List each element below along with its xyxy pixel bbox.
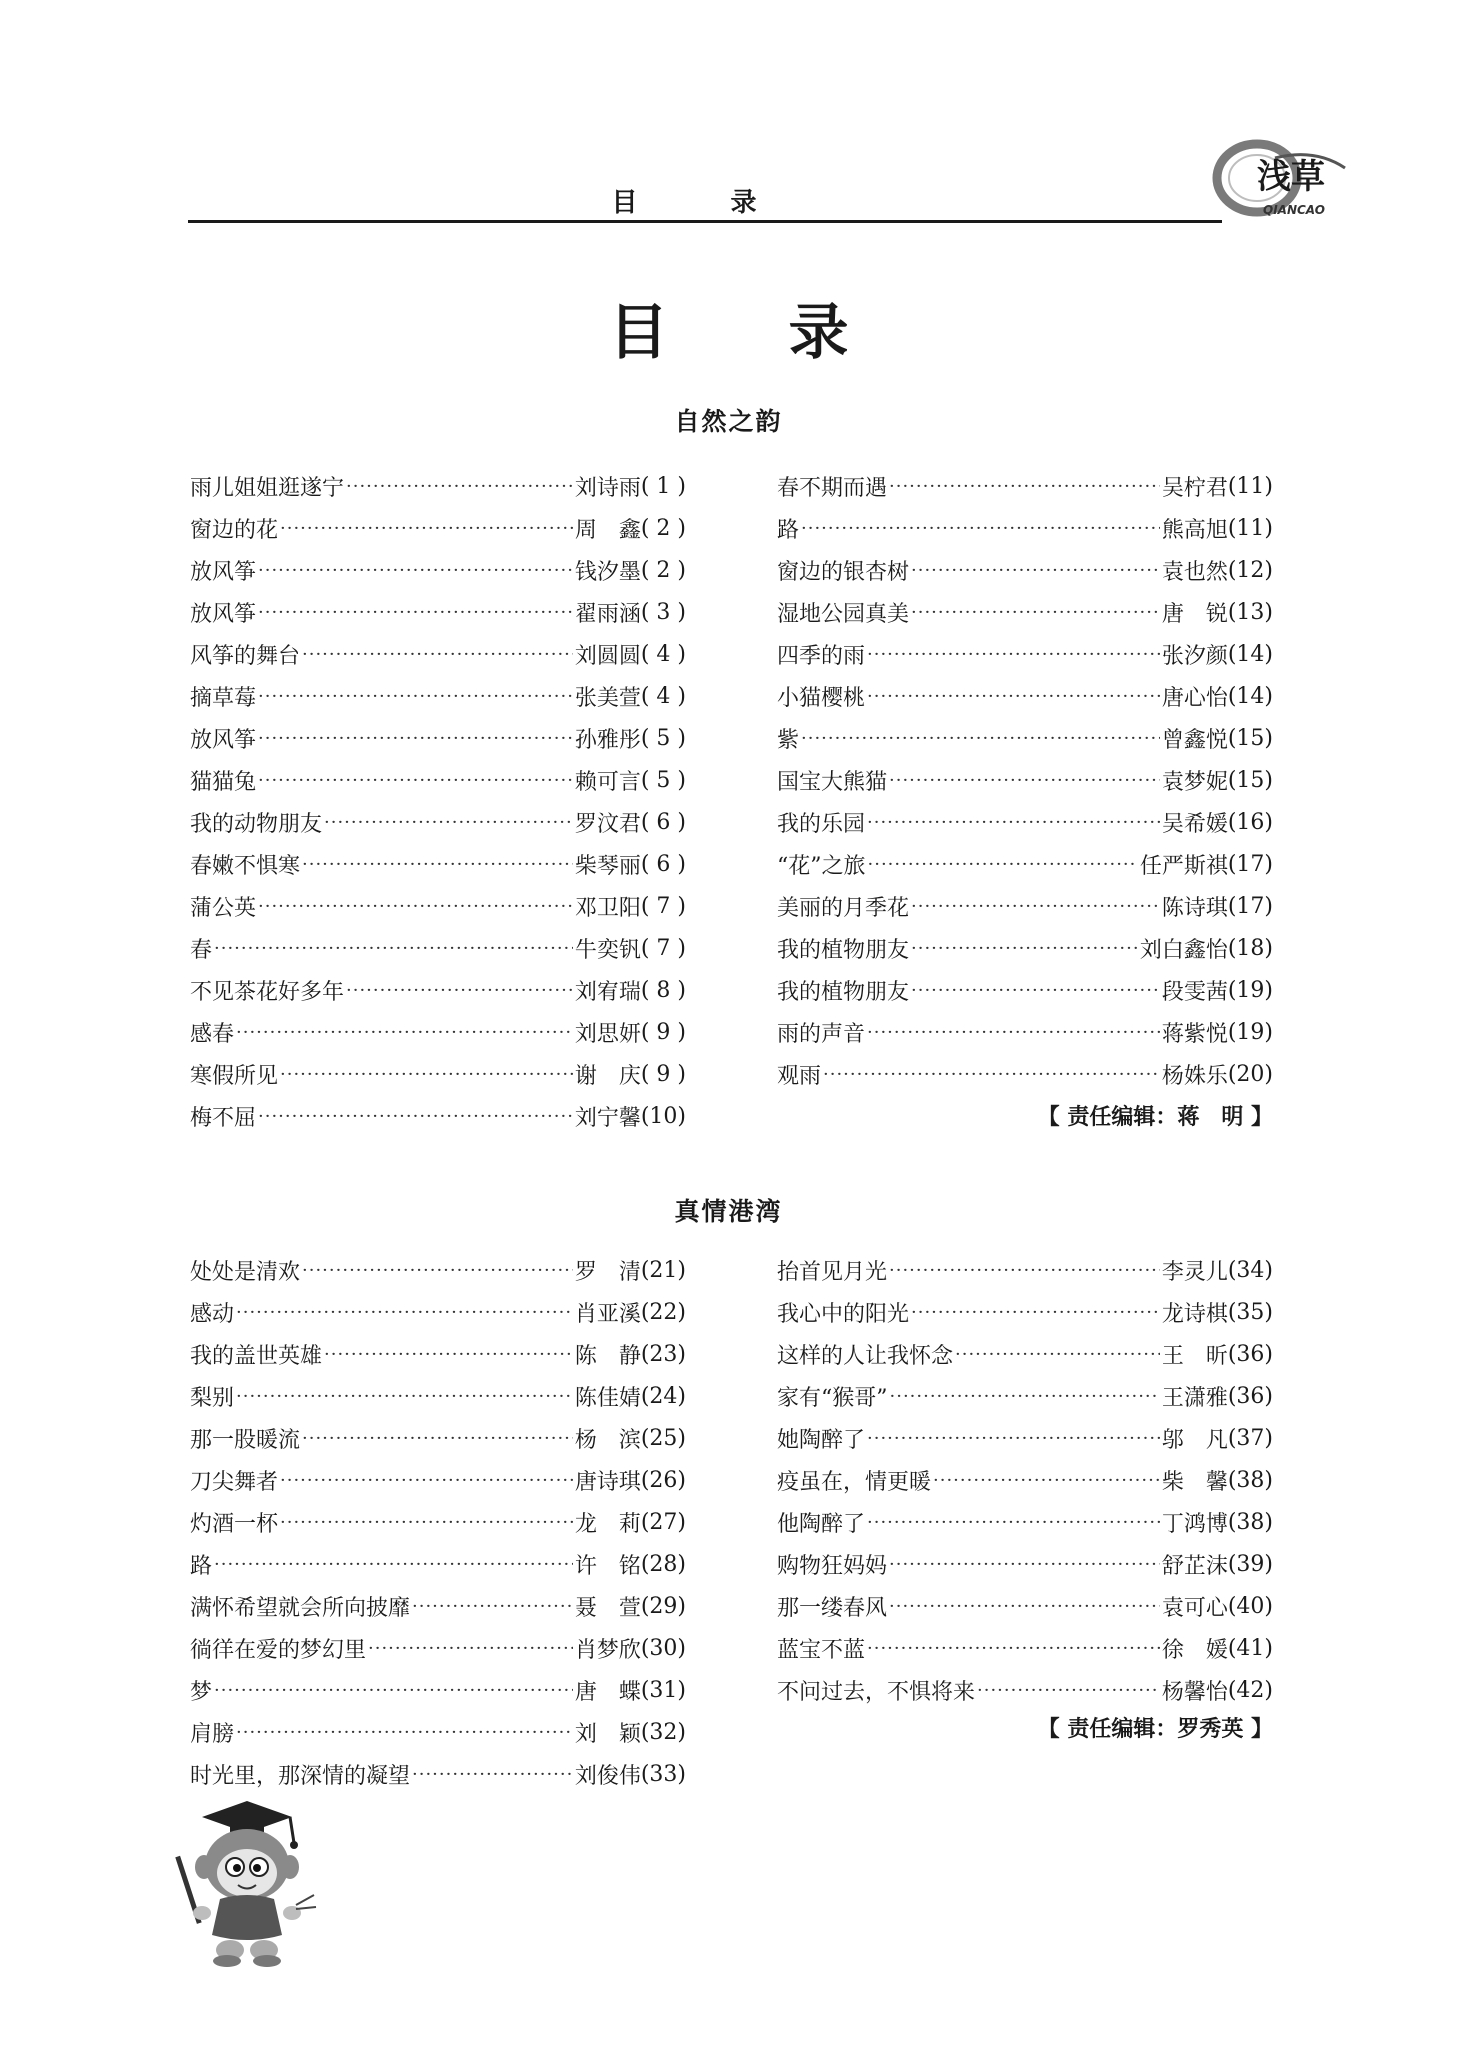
- entry-author: 邬 凡: [1161, 1427, 1228, 1453]
- toc-entry: [777, 1627, 1273, 1669]
- entry-page-number: ( 9 ): [640, 1061, 686, 1087]
- dot-leader: [280, 1064, 573, 1085]
- entry-page-number: (11): [1227, 515, 1273, 541]
- dot-leader: [258, 560, 573, 581]
- entry-title: 春嫩不惧寒: [190, 853, 301, 879]
- dot-leader: [911, 938, 1138, 959]
- toc-entry: [777, 1417, 1273, 1459]
- toc-entry: [190, 1669, 686, 1711]
- entry-page-number: (17): [1227, 851, 1273, 877]
- entry-author: 聂 萱: [574, 1595, 641, 1621]
- dot-leader: [889, 1554, 1160, 1575]
- entry-author: 袁梦妮: [1161, 769, 1228, 795]
- entry-title: 家有“猴哥”: [777, 1385, 888, 1411]
- dot-leader: [867, 1512, 1160, 1533]
- entry-page-number: (38): [1227, 1467, 1273, 1493]
- entry-page-number: (23): [640, 1341, 686, 1367]
- entry-page-number: (30): [640, 1635, 686, 1661]
- entry-author: 曾鑫悦: [1161, 727, 1228, 753]
- entry-author: 蒋紫悦: [1161, 1021, 1228, 1047]
- entry-title: 四季的雨: [777, 643, 866, 669]
- entry-author: 唐心怡: [1161, 685, 1228, 711]
- entry-title: 我的植物朋友: [777, 979, 910, 1005]
- dot-leader: [214, 1680, 573, 1701]
- dot-leader: [889, 1596, 1160, 1617]
- entry-title: 不问过去，不惧将来: [777, 1679, 976, 1705]
- toc-entry: [777, 1291, 1273, 1333]
- toc-entry: [190, 591, 686, 633]
- entry-title: 徜徉在爱的梦幻里: [190, 1637, 367, 1663]
- toc-entry: [190, 1627, 686, 1669]
- toc-column-right: [777, 465, 1273, 1095]
- toc-entry: [777, 843, 1273, 885]
- entry-author: 刘白鑫怡: [1139, 937, 1228, 963]
- dot-leader: [801, 518, 1160, 539]
- dot-leader: [867, 1428, 1160, 1449]
- dot-leader: [890, 1386, 1160, 1407]
- entry-title: 灼酒一杯: [190, 1511, 279, 1537]
- toc-entry: [190, 549, 686, 591]
- entry-author: 刘思妍: [574, 1021, 641, 1047]
- dot-leader: [280, 1470, 573, 1491]
- entry-page-number: ( 6 ): [640, 809, 686, 835]
- editor-credit: 【 责任编辑：罗秀英 】: [1037, 1717, 1273, 1742]
- entry-title: 梨别: [190, 1385, 235, 1411]
- entry-author: 陈 静: [574, 1343, 641, 1369]
- entry-page-number: (34): [1227, 1257, 1273, 1283]
- qiancao-logo: [1205, 128, 1355, 228]
- entry-author: 刘 颖: [574, 1721, 641, 1747]
- entry-page-number: (10): [640, 1103, 686, 1129]
- entry-title: 紫: [777, 727, 800, 753]
- dot-leader: [823, 1064, 1160, 1085]
- dot-leader: [933, 1470, 1160, 1491]
- entry-title: 小猫樱桃: [777, 685, 866, 711]
- entry-author: 谢 庆: [574, 1063, 641, 1089]
- entry-title: 我的植物朋友: [777, 937, 910, 963]
- running-header-title: 目 录: [611, 188, 799, 218]
- dot-leader: [236, 1386, 573, 1407]
- entry-page-number: ( 4 ): [640, 641, 686, 667]
- toc-entry: [777, 885, 1273, 927]
- dot-leader: [258, 602, 573, 623]
- entry-title: 我心中的阳光: [777, 1301, 910, 1327]
- entry-title: 这样的人让我怀念: [777, 1343, 954, 1369]
- entry-author: 陈佳婧: [574, 1385, 641, 1411]
- entry-title: 那一缕春风: [777, 1595, 888, 1621]
- toc-entry: [777, 1011, 1273, 1053]
- entry-author: 袁可心: [1161, 1595, 1228, 1621]
- entry-title: 我的盖世英雄: [190, 1343, 323, 1369]
- entry-title: 购物狂妈妈: [777, 1553, 888, 1579]
- toc-entry: [190, 717, 686, 759]
- editor-credit: 【 责任编辑：蒋 明 】: [1037, 1105, 1273, 1130]
- toc-entry: [190, 759, 686, 801]
- toc-entry: [777, 717, 1273, 759]
- toc-entry: [777, 507, 1273, 549]
- entry-title: 路: [190, 1553, 213, 1579]
- header-rule: [188, 220, 1222, 223]
- toc-entry: [190, 1543, 686, 1585]
- dot-leader: [867, 686, 1160, 707]
- entry-title: 她陶醉了: [777, 1427, 866, 1453]
- dot-leader: [911, 1302, 1160, 1323]
- entry-page-number: (14): [1227, 641, 1273, 667]
- entry-title: 路: [777, 517, 800, 543]
- entry-author: 周 鑫: [574, 517, 641, 543]
- toc-entry: [190, 1375, 686, 1417]
- entry-title: 放风筝: [190, 559, 257, 585]
- toc-entry: [777, 801, 1273, 843]
- entry-title: 放风筝: [190, 727, 257, 753]
- entry-page-number: ( 1 ): [640, 473, 686, 499]
- entry-author: 任严斯祺: [1139, 853, 1228, 879]
- entry-page-number: (36): [1227, 1383, 1273, 1409]
- entry-author: 龙 莉: [574, 1511, 641, 1537]
- entry-title: 放风筝: [190, 601, 257, 627]
- dot-leader: [302, 854, 573, 875]
- dot-leader: [867, 1022, 1160, 1043]
- toc-entry: [190, 969, 686, 1011]
- toc-entry: [190, 927, 686, 969]
- entry-page-number: (28): [640, 1551, 686, 1577]
- dot-leader: [368, 1638, 573, 1659]
- dot-leader: [258, 1106, 573, 1127]
- entry-author: 杨馨怡: [1161, 1679, 1228, 1705]
- entry-author: 刘俊伟: [574, 1763, 641, 1789]
- entry-page-number: (27): [640, 1509, 686, 1535]
- logo-subtext: QIANCAO: [1263, 203, 1325, 217]
- entry-title: 刀尖舞者: [190, 1469, 279, 1495]
- entry-page-number: ( 7 ): [640, 935, 686, 961]
- toc-entry: [777, 1669, 1273, 1711]
- entry-page-number: (22): [640, 1299, 686, 1325]
- entry-author: 舒芷沫: [1161, 1553, 1228, 1579]
- entry-title: 肩膀: [190, 1721, 235, 1747]
- toc-entry: [190, 633, 686, 675]
- toc-entry: [190, 507, 686, 549]
- entry-author: 刘圆圆: [574, 643, 641, 669]
- toc-entry: [190, 465, 686, 507]
- entry-author: 孙雅彤: [574, 727, 641, 753]
- toc-entry: [777, 1585, 1273, 1627]
- toc-entry: [777, 633, 1273, 675]
- entry-author: 邓卫阳: [574, 895, 641, 921]
- entry-title: 蒲公英: [190, 895, 257, 921]
- toc-entry: [190, 1417, 686, 1459]
- entry-title: 时光里，那深情的凝望: [190, 1763, 411, 1789]
- dot-leader: [258, 728, 573, 749]
- entry-author: 罗 清: [574, 1259, 641, 1285]
- entry-page-number: (31): [640, 1677, 686, 1703]
- dot-leader: [302, 1260, 573, 1281]
- entry-author: 罗汶君: [574, 811, 641, 837]
- dot-leader: [911, 896, 1160, 917]
- entry-author: 吴希媛: [1161, 811, 1228, 837]
- toc-column-right: [777, 1249, 1273, 1711]
- toc-entry: [777, 465, 1273, 507]
- entry-page-number: ( 4 ): [640, 683, 686, 709]
- entry-author: 张美萱: [574, 685, 641, 711]
- entry-author: 李灵儿: [1161, 1259, 1228, 1285]
- entry-author: 吴柠君: [1161, 475, 1228, 501]
- dot-leader: [889, 1260, 1160, 1281]
- entry-author: 刘宥瑞: [574, 979, 641, 1005]
- toc-entry: [190, 1011, 686, 1053]
- entry-title: “花”之旅: [777, 853, 866, 879]
- entry-page-number: (32): [640, 1719, 686, 1745]
- dot-leader: [412, 1596, 573, 1617]
- entry-page-number: ( 6 ): [640, 851, 686, 877]
- entry-author: 刘宁馨: [574, 1105, 641, 1131]
- entry-page-number: (18): [1227, 935, 1273, 961]
- entry-page-number: ( 9 ): [640, 1019, 686, 1045]
- toc-entry: [777, 759, 1273, 801]
- dot-leader: [346, 476, 573, 497]
- entry-author: 杨 滨: [574, 1427, 641, 1453]
- entry-page-number: (19): [1227, 1019, 1273, 1045]
- entry-page-number: (20): [1227, 1061, 1273, 1087]
- entry-title: 猫猫兔: [190, 769, 257, 795]
- entry-page-number: (19): [1227, 977, 1273, 1003]
- toc-entry: [777, 969, 1273, 1011]
- dot-leader: [214, 938, 573, 959]
- toc-entry: [777, 1459, 1273, 1501]
- entry-title: 窗边的花: [190, 517, 279, 543]
- entry-title: 春不期而遇: [777, 475, 888, 501]
- entry-title: 那一股暖流: [190, 1427, 301, 1453]
- toc-entry: [777, 1501, 1273, 1543]
- entry-page-number: (16): [1227, 809, 1273, 835]
- toc-entry: [777, 591, 1273, 633]
- entry-page-number: (37): [1227, 1425, 1273, 1451]
- toc-entry: [190, 1249, 686, 1291]
- entry-title: 抬首见月光: [777, 1259, 888, 1285]
- entry-page-number: ( 5 ): [640, 725, 686, 751]
- entry-page-number: ( 3 ): [640, 599, 686, 625]
- dot-leader: [258, 770, 573, 791]
- entry-page-number: (13): [1227, 599, 1273, 625]
- toc-entry: [190, 1753, 686, 1795]
- entry-author: 丁鸿博: [1161, 1511, 1228, 1537]
- entry-author: 杨姝乐: [1161, 1063, 1228, 1089]
- dot-leader: [889, 770, 1160, 791]
- toc-column-left: [190, 465, 686, 1137]
- entry-title: 春: [190, 937, 213, 963]
- entry-page-number: (36): [1227, 1341, 1273, 1367]
- entry-page-number: (29): [640, 1593, 686, 1619]
- toc-entry: [190, 1585, 686, 1627]
- entry-page-number: (38): [1227, 1509, 1273, 1535]
- entry-page-number: (26): [640, 1467, 686, 1493]
- entry-title: 观雨: [777, 1063, 822, 1089]
- entry-page-number: (15): [1227, 725, 1273, 751]
- entry-author: 唐 锐: [1161, 601, 1228, 627]
- section-title-nature: 自然之韵: [674, 407, 783, 436]
- entry-page-number: ( 2 ): [640, 515, 686, 541]
- toc-entry: [777, 1333, 1273, 1375]
- entry-page-number: (12): [1227, 557, 1273, 583]
- entry-author: 袁也然: [1161, 559, 1228, 585]
- entry-page-number: (14): [1227, 683, 1273, 709]
- entry-page-number: (35): [1227, 1299, 1273, 1325]
- entry-author: 肖梦欣: [574, 1637, 641, 1663]
- entry-author: 龙诗棋: [1161, 1301, 1228, 1327]
- dot-leader: [911, 980, 1160, 1001]
- dot-leader: [911, 560, 1160, 581]
- entry-author: 肖亚溪: [574, 1301, 641, 1327]
- entry-title: 雨儿姐姐逛遂宁: [190, 475, 345, 501]
- dot-leader: [868, 854, 1138, 875]
- dot-leader: [258, 686, 573, 707]
- entry-page-number: (42): [1227, 1677, 1273, 1703]
- dot-leader: [801, 728, 1160, 749]
- toc-entry: [190, 1333, 686, 1375]
- entry-title: 美丽的月季花: [777, 895, 910, 921]
- entry-page-number: ( 5 ): [640, 767, 686, 793]
- entry-page-number: (41): [1227, 1635, 1273, 1661]
- toc-entry: [777, 1053, 1273, 1095]
- entry-author: 刘诗雨: [574, 475, 641, 501]
- entry-title: 摘草莓: [190, 685, 257, 711]
- entry-title: 我的动物朋友: [190, 811, 323, 837]
- dot-leader: [977, 1680, 1160, 1701]
- dot-leader: [280, 1512, 573, 1533]
- entry-author: 熊高旭: [1161, 517, 1228, 543]
- entry-author: 许 铭: [574, 1553, 641, 1579]
- entry-author: 柴 馨: [1161, 1469, 1228, 1495]
- entry-author: 张汐颜: [1161, 643, 1228, 669]
- dot-leader: [280, 518, 573, 539]
- entry-title: 湿地公园真美: [777, 601, 910, 627]
- entry-page-number: (39): [1227, 1551, 1273, 1577]
- entry-page-number: (33): [640, 1761, 686, 1787]
- toc-entry: [777, 1375, 1273, 1417]
- dot-leader: [867, 1638, 1160, 1659]
- toc-entry: [190, 1711, 686, 1753]
- entry-title: 我的乐园: [777, 811, 866, 837]
- entry-page-number: ( 7 ): [640, 893, 686, 919]
- dot-leader: [911, 602, 1160, 623]
- entry-author: 柴琴丽: [574, 853, 641, 879]
- dot-leader: [346, 980, 573, 1001]
- dot-leader: [236, 1722, 573, 1743]
- section-title-affection: 真情港湾: [674, 1197, 783, 1226]
- entry-author: 唐 蝶: [574, 1679, 641, 1705]
- toc-entry: [777, 927, 1273, 969]
- dot-leader: [302, 644, 573, 665]
- entry-author: 牛奕钒: [574, 937, 641, 963]
- graduate-mascot-illustration: [172, 1795, 322, 1970]
- dot-leader: [867, 812, 1160, 833]
- entry-title: 蓝宝不蓝: [777, 1637, 866, 1663]
- toc-entry: [190, 1459, 686, 1501]
- entry-title: 他陶醉了: [777, 1511, 866, 1537]
- entry-page-number: (24): [640, 1383, 686, 1409]
- entry-author: 段雯茜: [1161, 979, 1228, 1005]
- toc-entry: [190, 1095, 686, 1137]
- logo-text: 浅草: [1257, 157, 1325, 197]
- entry-title: 处处是清欢: [190, 1259, 301, 1285]
- dot-leader: [889, 476, 1160, 497]
- toc-entry: [190, 675, 686, 717]
- entry-title: 国宝大熊猫: [777, 769, 888, 795]
- entry-page-number: ( 2 ): [640, 557, 686, 583]
- entry-title: 感春: [190, 1021, 235, 1047]
- toc-column-left: [190, 1249, 686, 1795]
- entry-page-number: (17): [1227, 893, 1273, 919]
- entry-page-number: (11): [1227, 473, 1273, 499]
- entry-page-number: (40): [1227, 1593, 1273, 1619]
- toc-entry: [777, 1543, 1273, 1585]
- entry-title: 不见茶花好多年: [190, 979, 345, 1005]
- entry-title: 满怀希望就会所向披靡: [190, 1595, 411, 1621]
- entry-title: 疫虽在，情更暖: [777, 1469, 932, 1495]
- toc-entry: [190, 1501, 686, 1543]
- toc-entry: [190, 885, 686, 927]
- entry-page-number: (25): [640, 1425, 686, 1451]
- entry-title: 风筝的舞台: [190, 643, 301, 669]
- toc-entry: [190, 1291, 686, 1333]
- dot-leader: [236, 1302, 573, 1323]
- entry-title: 窗边的银杏树: [777, 559, 910, 585]
- entry-title: 梅不屈: [190, 1105, 257, 1131]
- entry-title: 寒假所见: [190, 1063, 279, 1089]
- entry-title: 感动: [190, 1301, 235, 1327]
- entry-author: 唐诗琪: [574, 1469, 641, 1495]
- toc-entry: [777, 675, 1273, 717]
- dot-leader: [324, 1344, 573, 1365]
- entry-author: 王潇雅: [1161, 1385, 1228, 1411]
- toc-entry: [190, 801, 686, 843]
- entry-page-number: ( 8 ): [640, 977, 686, 1003]
- dot-leader: [955, 1344, 1160, 1365]
- entry-author: 赖可言: [574, 769, 641, 795]
- entry-page-number: (21): [640, 1257, 686, 1283]
- entry-author: 钱汐墨: [574, 559, 641, 585]
- dot-leader: [867, 644, 1160, 665]
- entry-title: 雨的声音: [777, 1021, 866, 1047]
- entry-title: 梦: [190, 1679, 213, 1705]
- dot-leader: [324, 812, 573, 833]
- dot-leader: [302, 1428, 573, 1449]
- entry-author: 王 昕: [1161, 1343, 1228, 1369]
- toc-entry: [190, 843, 686, 885]
- main-title: 目录: [608, 298, 969, 368]
- dot-leader: [412, 1764, 573, 1785]
- entry-author: 陈诗琪: [1161, 895, 1228, 921]
- dot-leader: [258, 896, 573, 917]
- dot-leader: [214, 1554, 573, 1575]
- toc-entry: [777, 549, 1273, 591]
- entry-page-number: (15): [1227, 767, 1273, 793]
- toc-entry: [190, 1053, 686, 1095]
- dot-leader: [236, 1022, 573, 1043]
- entry-author: 翟雨涵: [574, 601, 641, 627]
- toc-entry: [777, 1249, 1273, 1291]
- entry-author: 徐 媛: [1161, 1637, 1228, 1663]
